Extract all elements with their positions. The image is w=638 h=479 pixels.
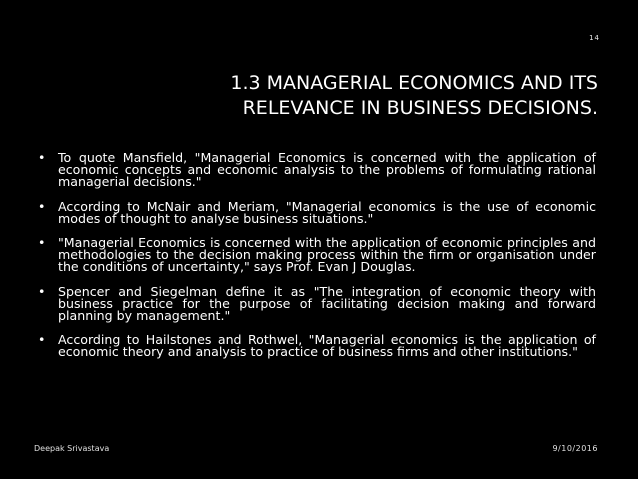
slide-number: 14 [589, 34, 600, 42]
slide-title [128, 71, 598, 121]
bullet-text: Spencer and Siegelman define it as "The integration of economic theory with business practice for the purpose of facilitating decision making and forward planning by management." [58, 283, 596, 324]
bullet-item-spencer-siegelman [34, 283, 596, 324]
bullet-text: According to Hailstones and Rothwel, "Managerial economics is the application of economic theory and analysis to practice of business firms and other institutions." [58, 332, 596, 360]
bullet-list [34, 152, 596, 371]
bullet-text: "Managerial Economics is concerned with the application of economic principles and methodologies to the decision making process within the firm or organisation under the conditions of uncertainty," says Prof. Evan J Douglas. [58, 235, 596, 275]
bullet-icon: • [38, 283, 46, 299]
bullet-icon: • [38, 332, 46, 348]
bullet-item-mansfield [34, 152, 596, 189]
slide-title-line-1: 1.3 MANAGERIAL ECONOMICS AND ITS [230, 72, 598, 94]
bullet-icon: • [38, 150, 46, 165]
slide-title-line-2: RELEVANCE IN BUSINESS DECISIONS. [242, 97, 598, 119]
bullet-icon: • [38, 235, 46, 251]
bullet-text: According to McNair and Meriam, "Managerial economics is the use of economic modes of thought to analyse business situations." [58, 198, 596, 226]
bullet-icon: • [38, 198, 46, 214]
bullet-item-mcnair-meriam [34, 198, 596, 226]
bullet-item-douglas [34, 237, 596, 274]
bullet-item-hailstones-rothwel [34, 334, 596, 358]
footer-author: Deepak Srivastava [34, 444, 110, 453]
footer-date: 9/10/2016 [552, 444, 598, 453]
bullet-text: To quote Mansfield, "Managerial Economics is concerned with the application of economic concepts and economic analysis to the problems of formulating rational managerial decisions." [58, 150, 596, 190]
